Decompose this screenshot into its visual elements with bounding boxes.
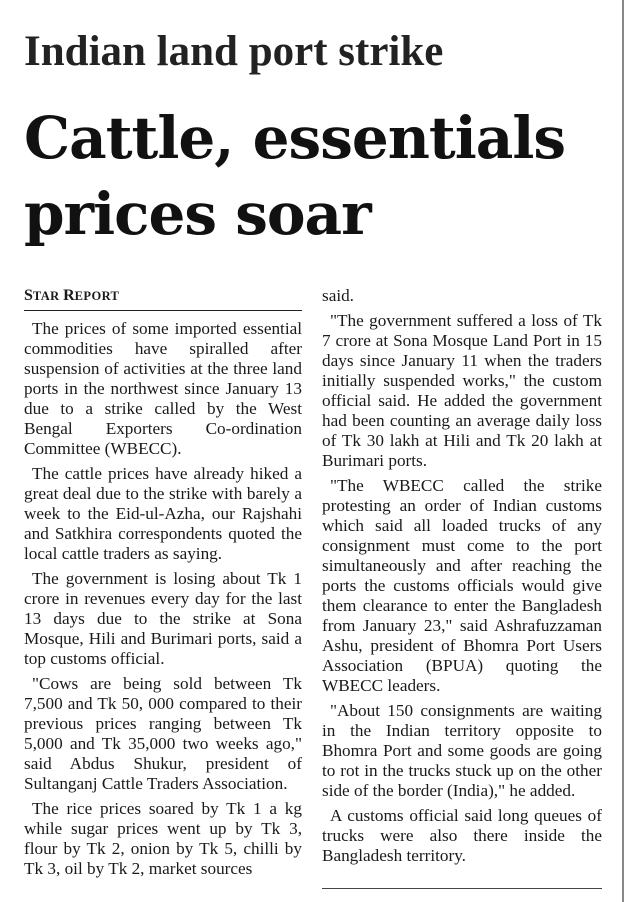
article-headline: Cattle, essentials prices soar [24,104,566,248]
paragraph: The cattle prices have already hiked a great deal due to the strike with barely a week to the Eid-ul-Azha, our Rajshahi and Satkhira correspondents quoted the local cattle traders as saying. [24,464,302,563]
paragraph: The government is losing about Tk 1 crore in revenues every day for the last 13 days due to the strike at Sona Mosque, Hili and Burimari ports, said a top customs official. [24,569,302,668]
article-column-2 [322,286,602,871]
paragraph: "Cows are being sold between Tk 7,500 and Tk 50, 000 compared to their previous prices ranging between Tk 5,000 and Tk 35,000 two weeks ago," said Abdus Shukur, president of Sultanganj Cattle Traders Association. [24,674,302,793]
paragraph: The rice prices soared by Tk 1 a kg while sugar prices went up by Tk 3, flour by Tk 2, onion by Tk 5, chilli by Tk 3, oil by Tk 2, market sources [24,799,302,878]
end-rule [322,888,602,889]
paragraph: "The government suffered a loss of Tk 7 crore at Sona Mosque Land Port in 15 days since January 11 when the traders initially suspended works," the custom official said. He added the government had been counting an average daily loss of Tk 30 lakh at Hili and Tk 20 lakh at Burimari ports. [322,311,602,470]
article-column-1 [24,286,302,884]
paragraph: "About 150 consignments are waiting in the Indian territory opposite to Bhomra Port and some goods are going to rot in the trucks stuck up on the other side of the border (India)," he added. [322,701,602,800]
paragraph: A customs official said long queues of trucks were also there inside the Bangladesh territory. [322,806,602,865]
article-kicker: Indian land port strike [24,28,444,75]
byline: STAR REPORT [24,287,120,304]
byline-rule [24,310,302,311]
paragraph-continued: said. [322,286,354,305]
paragraph: "The WBECC called the strike protesting an order of Indian customs which said all loaded trucks of any consignment must come to the port simultaneously and after reaching the ports the customs officials would give them clearance to enter the Bangladesh from January 23," said Ashrafuzzaman Ashu, president of Bhomra Port Users Association (BPUA) quoting the WBECC leaders. [322,476,602,695]
paragraph: The prices of some imported essential commodities have spiralled after suspension of activities at the three land ports in the northwest since January 13 due to a strike called by the West Bengal Exporters Co-ordination Committee (WBECC). [24,319,302,458]
